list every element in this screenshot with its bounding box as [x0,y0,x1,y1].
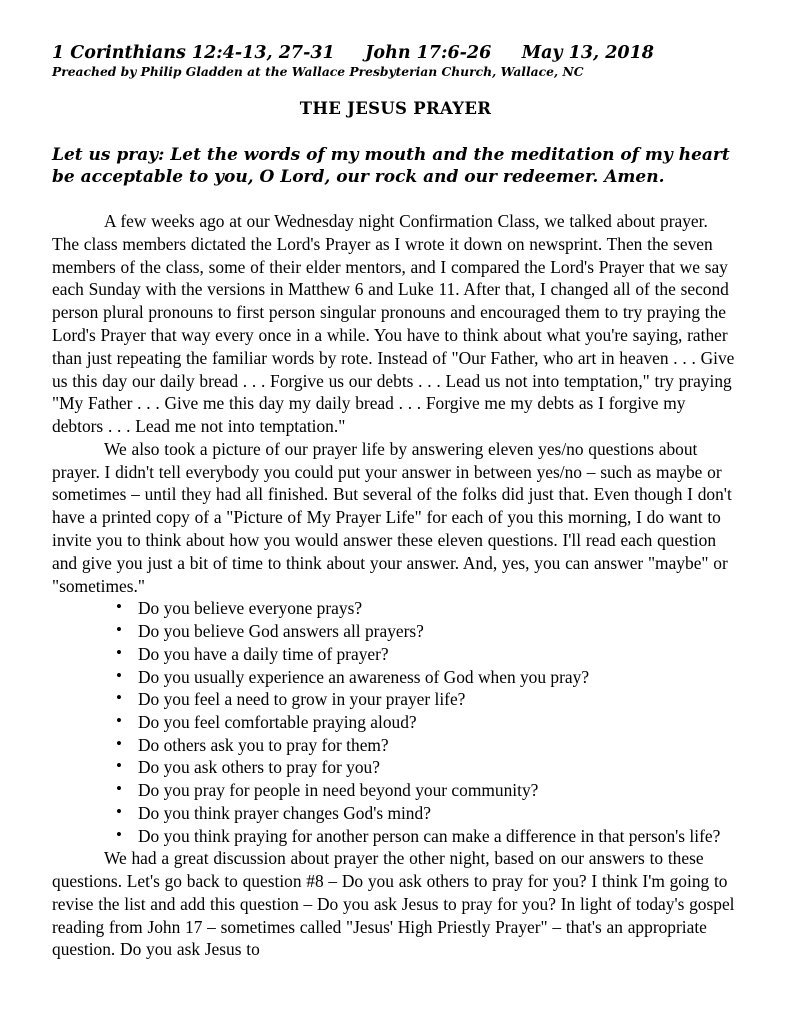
bullet-icon: • [116,779,122,799]
list-item [112,825,739,848]
list-item [112,643,739,666]
opening-prayer: Let us pray: Let the words of my mouth and the meditation of my heart be acceptable to you, O Lord, our rock and our redeemer. Amen. [52,144,730,187]
bullet-icon: • [116,733,122,753]
paragraph-2: We also took a picture of our prayer life by answering eleven yes/no questions about prayer. I didn't tell everybody you could put your answer in between yes/no – such as maybe or sometimes – until they had all finished. But several of the folks did just that. Even though I don't have a printed copy of a "Picture of My Prayer Life" for each of you this morning, I do want to invite you to think about how you would answer these eleven questions. I'll read each question and give you just a bit of time to think about your answer. And, yes, you can answer "maybe" or "sometimes." [52,438,732,596]
bullet-icon: • [116,801,122,821]
bullet-icon: • [116,642,122,662]
list-item [112,688,739,711]
list-item [112,666,739,689]
list-item [112,597,739,620]
list-item-label: Do others ask you to pray for them? [138,734,389,755]
list-item-label: Do you believe God answers all prayers? [138,621,424,642]
preacher-attribution-line: Preached by Philip Gladden at the Wallace Presbyterian Church, Wallace, NC [52,63,584,79]
list-item [112,734,739,757]
list-item [112,802,739,825]
list-item [112,711,739,734]
paragraph-1: A few weeks ago at our Wednesday night Confirmation Class, we talked about prayer. The class members dictated the Lord's Prayer as I wrote it down on newsprint. Then the seven members of the class, some of their elder mentors, and I compared the Lord's Prayer that we say each Sunday with the versions in Matthew 6 and Luke 11. After that, I changed all of the second person plural pronouns to first person singular pronouns and encouraged them to try praying the Lord's Prayer that way every once in a while. You have to think about what you're saying, rather than just repeating the familiar words by rote. Instead of "Our Father, who art in heaven . . . Give us this day our daily bread . . . Forgive us our debts . . . Lead us not into temptation," try praying "My Father . . . Give me this day my daily bread . . . Forgive me my debts as I forgive my debtors . . . Lead me not into temptation." [52,210,735,437]
paragraph-3: We had a great discussion about prayer the other night, based on our answers to these questions. Let's go back to question #8 – Do you ask others to pray for you? I think I'm going to revise the list and add this question – Do you ask Jesus to pray for you? In light of today's gospel reading from John 17 – sometimes called "Jesus' High Priestly Prayer" – that's an appropriate question. Do you ask Jesus to [52,848,735,960]
list-item-label: Do you usually experience an awareness of God when you pray? [138,666,590,687]
bullet-icon: • [116,710,122,730]
sermon-title: THE JESUS PRAYER [299,98,492,118]
list-item-label: Do you believe everyone prays? [138,598,363,619]
bullet-icon: • [116,665,122,685]
list-item [112,756,739,779]
bullet-icon: • [116,620,122,640]
list-item-label: Do you feel comfortable praying aloud? [138,711,417,732]
prayer-questions-list [52,597,739,847]
bullet-icon: • [116,824,122,844]
list-item-label: Do you pray for people in need beyond your community? [138,780,539,801]
list-item [112,779,739,802]
list-item [112,620,739,643]
list-item-label: Do you think praying for another person can make a difference in that person's life? [138,825,721,846]
bullet-icon: • [116,688,122,708]
list-item-label: Do you have a daily time of prayer? [138,643,389,664]
scripture-reference-line: 1 Corinthians 12:4-13, 27-31 John 17:6-26 May 13, 2018 [52,43,654,63]
bullet-icon: • [116,756,122,776]
list-item-label: Do you ask others to pray for you? [138,757,380,778]
list-item-label: Do you feel a need to grow in your prayer life? [138,689,466,710]
list-item-label: Do you think prayer changes God's mind? [138,802,431,823]
bullet-icon: • [116,597,122,617]
